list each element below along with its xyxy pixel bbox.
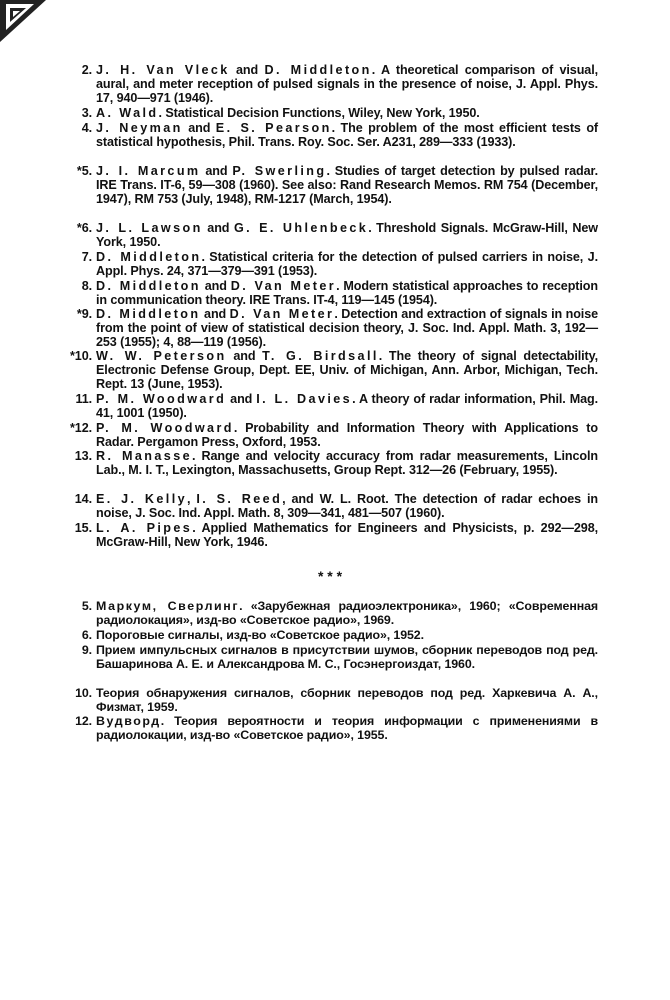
reference-conjunction: and <box>229 63 265 77</box>
reference-item <box>81 121 598 149</box>
reference-number: 12. <box>75 714 92 728</box>
reference-text: . Statistical criteria for the detection of pulsed carriers in noise, J. Appl. Phys. 24, 371—379—391 (1953). <box>96 250 598 278</box>
reference-item <box>81 279 598 307</box>
reference-text: . Теория вероятности и теория информации с применениями в радиолокации, изд-во «Советское радио», 1955. <box>96 714 598 742</box>
reference-author2: D. Van Meter <box>229 307 335 321</box>
reference-author: Вудворд <box>96 714 161 728</box>
reference-number: 7. <box>81 250 92 264</box>
reference-author: E. J. Kelly <box>96 492 188 506</box>
reference-author: D. Middleton <box>96 250 202 264</box>
reference-text: . The theory of signal detectability, Electronic Defense Group, Dept. EE, Univ. of Michigan, Ann. Arbor, Michigan, Tech. Rept. 13 (June, 1953). <box>96 349 599 391</box>
reference-text: . A theory of radar information, Phil. Mag. 41, 1001 (1950). <box>96 392 598 420</box>
reference-item <box>81 643 598 671</box>
reference-number: *6. <box>76 221 92 235</box>
reference-number: 13. <box>74 449 92 463</box>
reference-item <box>81 63 598 105</box>
reference-item <box>76 221 598 249</box>
reference-text: Пороговые сигналы, изд-во «Советское радио», 1952. <box>96 628 424 642</box>
reference-text: . «Зарубежная радиоэлектроника», 1960; «Современная радиолокация», изд-во «Советское радио», 1969. <box>96 599 599 627</box>
reference-text: . Threshold Signals. McGraw-Hill, New York, 1950. <box>96 221 598 249</box>
reference-conjunction: and <box>200 164 233 178</box>
reference-author: Маркум, Сверлинг <box>96 599 240 613</box>
reference-item <box>74 521 598 549</box>
reference-number: *10. <box>69 349 92 363</box>
reference-author2: D. Middleton <box>264 63 372 77</box>
reference-author: L. A. Pipes <box>96 521 193 535</box>
reference-text: . The problem of the most efficient tests of statistical hypothesis, Phil. Trans. Roy. Soc. Ser. A231, 289—333 (1933). <box>96 121 598 149</box>
reference-text: . A theoretical comparison of visual, aural, and meter reception of pulsed signals in the presence of noise, J. Appl. Phys. 17, 940—971 (1946). <box>96 63 598 105</box>
reference-number: 5. <box>81 599 92 613</box>
reference-author: D. Middleton <box>96 279 201 293</box>
reference-author2: D. Van Meter <box>230 279 337 293</box>
reference-item <box>81 250 598 278</box>
reference-conjunction: and <box>200 307 230 321</box>
reference-number: 14. <box>74 492 92 506</box>
reference-item <box>69 349 599 391</box>
reference-number: 10. <box>75 686 92 700</box>
reference-item <box>75 686 598 714</box>
reference-author: D. Middleton <box>96 307 201 321</box>
reference-item <box>74 449 599 477</box>
reference-author2: T. G. Birdsall <box>262 349 379 363</box>
reference-item <box>69 421 598 449</box>
reference-item <box>76 164 598 206</box>
reference-number: *9. <box>76 307 92 321</box>
reference-author2: P. Swerling <box>232 164 327 178</box>
reference-author2: G. E. Uhlenbeck <box>233 221 369 235</box>
reference-text: Теория обнаружения сигналов, сборник переводов под ред. Харкевича А. А., Физмат, 1959. <box>96 686 598 714</box>
reference-conjunction: , <box>187 492 197 506</box>
reference-author2: E. S. Pearson <box>215 121 332 135</box>
reference-conjunction: and <box>200 279 231 293</box>
reference-number: 8. <box>81 279 92 293</box>
reference-number: 3. <box>81 106 92 120</box>
reference-author: W. W. Peterson <box>96 349 227 363</box>
reference-item <box>81 628 598 642</box>
reference-number: *12. <box>69 421 92 435</box>
reference-conjunction: and <box>182 121 216 135</box>
reference-conjunction: and <box>202 221 234 235</box>
reference-number: *5. <box>76 164 92 178</box>
corner-ornament-icon <box>0 0 50 44</box>
reference-author: J. H. Van Vleck <box>96 63 230 77</box>
reference-number: 15. <box>74 521 92 535</box>
reference-item <box>81 106 598 120</box>
section-separator: * * * <box>317 568 343 584</box>
reference-author: J. Neyman <box>96 121 183 135</box>
reference-text: . Range and velocity accuracy from radar measurements, Lincoln Lab., M. I. T., Lexington, Massachusetts, Group Rept. 312—26 (February, 1955). <box>96 449 599 477</box>
reference-number: 11. <box>75 392 92 406</box>
reference-author: P. M. Woodward <box>96 421 234 435</box>
reference-conjunction: and <box>226 392 257 406</box>
reference-text: . Studies of target detection by pulsed radar. IRE Trans. IT-6, 59—308 (1960). See also: Rand Research Memos. RM 754 (December, 1947), RM 753 (July, 1948), RM-1217 (March, 1954). <box>96 164 598 206</box>
reference-item <box>74 492 598 520</box>
reference-author: R. Manasse <box>96 449 193 463</box>
reference-number: 6. <box>81 628 92 642</box>
reference-text: Прием импульсных сигналов в присутствии шумов, сборник переводов под ред. Башаринова А. Е. и Александрова М. С., Госэнергоиздат, 1960. <box>96 643 598 671</box>
reference-number: 9. <box>81 643 92 657</box>
reference-author2: I. S. Reed <box>196 492 283 506</box>
reference-text: . Applied Mathematics for Engineers and Physicists, p. 292—298, McGraw-Hill, New York, 1946. <box>96 521 598 549</box>
reference-author: J. I. Marcum <box>96 164 201 178</box>
reference-text: . Modern statistical approaches to reception in communication theory. IRE Trans. IT-4, 119—145 (1954). <box>96 279 598 307</box>
reference-conjunction: and <box>226 349 263 363</box>
reference-author: J. L. Lawson <box>96 221 203 235</box>
reference-item <box>81 599 599 627</box>
reference-number: 2. <box>81 63 92 77</box>
reference-text: . Statistical Decision Functions, Wiley, New York, 1950. <box>158 106 480 120</box>
reference-item <box>75 392 598 420</box>
reference-author2: I. L. Davies <box>256 392 353 406</box>
reference-text: . Detection and extraction of signals in noise from the point of view of statistical decision theory, J. Soc. Ind. Appl. Math. 3, 192—253 (1955); 4, 88—119 (1956). <box>96 307 599 349</box>
reference-text: . Probability and Information Theory with Applications to Radar. Pergamon Press, Oxford, 1953. <box>96 421 598 449</box>
reference-number: 4. <box>81 121 92 135</box>
reference-item <box>76 307 599 349</box>
reference-author: A. Wald <box>96 106 159 120</box>
reference-author: P. M. Woodward <box>96 392 227 406</box>
reference-item <box>75 714 598 742</box>
reference-text: , and W. L. Root. The detection of radar echoes in noise, J. Soc. Ind. Appl. Math. 8, 309—341, 481—507 (1960). <box>96 492 598 520</box>
